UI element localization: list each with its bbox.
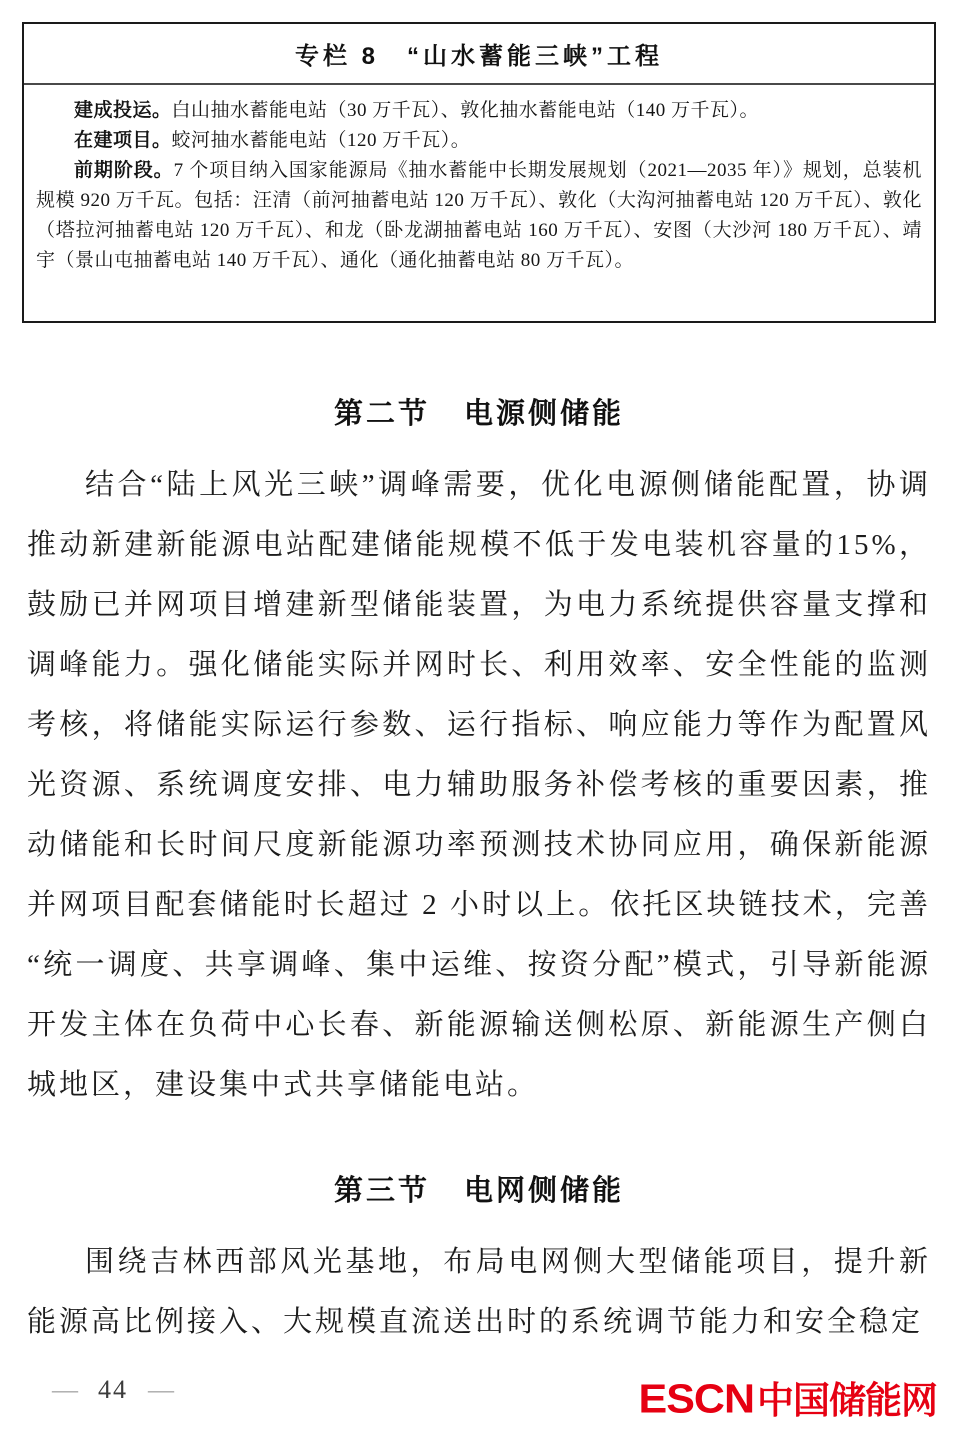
paragraph-text-under-construction: 蛟河抽水蓄能电站（120 万千瓦）。 — [171, 130, 471, 151]
section-heading-power-side-storage — [0, 391, 958, 432]
section-title: 电源侧储能 — [464, 398, 625, 430]
body-paragraph-power-side-storage: 结合“陆上风光三峡”调峰需要，优化电源侧储能配置，协调推动新建新能源电站配建储能规模不低于发电装机容量的15%，鼓励已并网项目增建新型储能装置，为电力系统提供容量支撑和调峰能力。强化储能实际并网时长、利用效率、安全性能的监测考核，将储能实际运行参数、运行指标、响应能力等作为配置风光资源、系统调度安排、电力辅助服务补偿考核的重要因素，推动储能和长时间尺度新能源功率预测技术协同应用，确保新能源并网项目配套储能时长超过 2 小时以上。依托区块链技术，完善“统一调度、共享调峰、集中运维、按资分配”模式，引导新能源开发主体在负荷中心长春、新能源输送侧松原、新能源生产侧白城地区，建设集中式共享储能电站。 — [27, 469, 931, 1101]
page-number-left-dash: — — [52, 1375, 78, 1404]
section-label: 第二节 — [333, 398, 430, 430]
paragraph-lead-built: 建成投运。 — [74, 100, 172, 121]
section-label: 第三节 — [333, 1175, 430, 1207]
logo-escn-text: ESCN — [638, 1376, 754, 1422]
callout-paragraph-under-construction — [36, 126, 922, 156]
callout-box-body — [24, 85, 934, 276]
callout-box-zhuanlan-8 — [22, 22, 936, 323]
callout-box-title: 专栏 8 “山水蓄能三峡”工程 — [24, 24, 934, 85]
section-title: 电网侧储能 — [464, 1175, 625, 1207]
section-heading-grid-side-storage — [0, 1168, 958, 1209]
paragraph-text-built: 白山抽水蓄能电站（30 万千瓦）、敦化抽水蓄能电站（140 万千瓦）。 — [171, 100, 760, 121]
logo-chinese-text: 中国储能网 — [757, 1380, 937, 1421]
paragraph-lead-early-stage: 前期阶段。 — [74, 160, 174, 181]
escn-watermark-logo — [639, 1370, 937, 1424]
page-number — [52, 1375, 174, 1405]
paragraph-text-early-stage: 7 个项目纳入国家能源局《抽水蓄能中长期发展规划（2021—2035 年）》规划，总装机规模 920 万千瓦。包括：汪清（前河抽蓄电站 120 万千瓦）、敦化（大沟河抽蓄电站 120 万千瓦）、敦化（塔拉河抽蓄电站 120 万千瓦）、和龙（卧龙湖抽蓄电站 160 万千瓦）、安图（大沙河 180 万千瓦）、靖宇（景山屯抽蓄电站 140 万千瓦）、通化（通化抽蓄电站 80 万千瓦）。 — [36, 160, 922, 271]
callout-paragraph-early-stage — [36, 156, 922, 276]
paragraph-lead-under-construction: 在建项目。 — [74, 130, 172, 151]
callout-paragraph-built — [36, 96, 922, 126]
page-number-right-dash: — — [148, 1375, 174, 1404]
page-number-value: 44 — [98, 1375, 128, 1404]
body-paragraph-grid-side-storage: 围绕吉林西部风光基地，布局电网侧大型储能项目，提升新能源高比例接入、大规模直流送出时的系统调节能力和安全稳定 — [27, 1246, 931, 1338]
